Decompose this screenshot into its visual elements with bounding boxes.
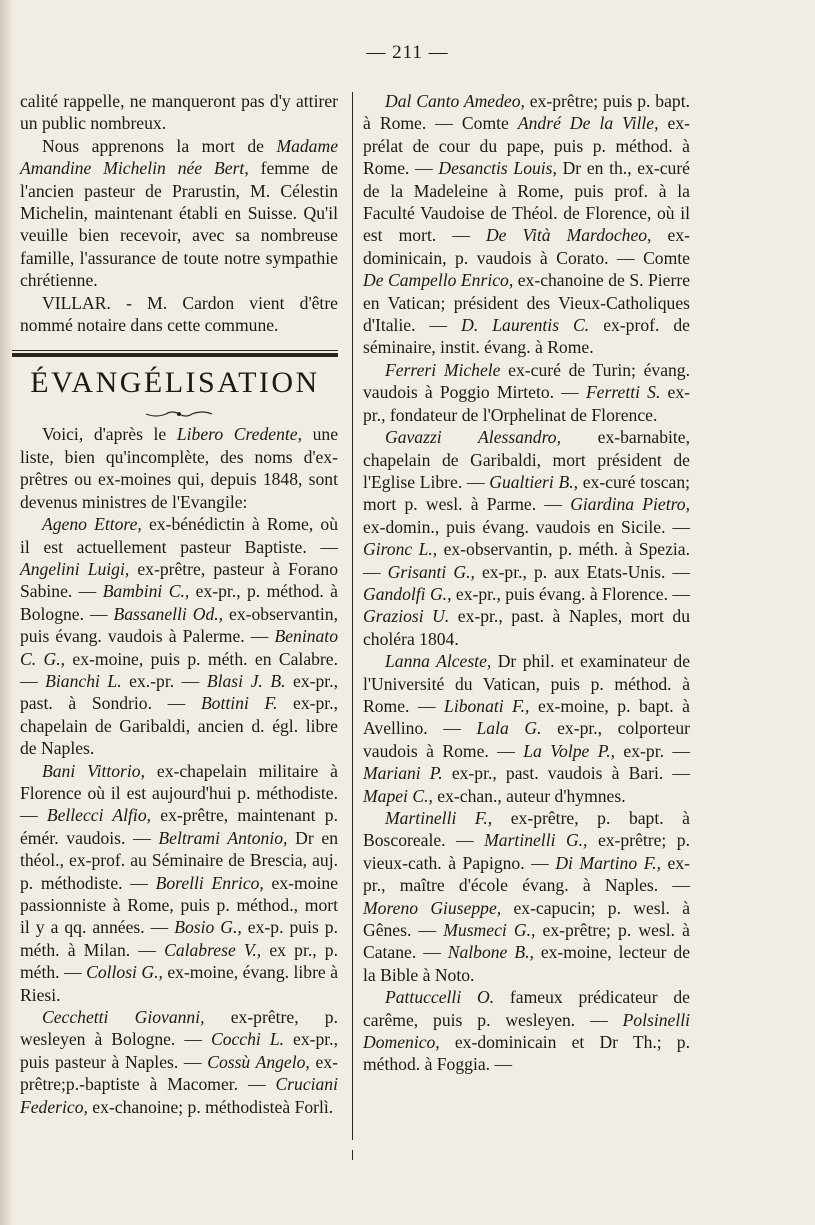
entry-paragraph — [20, 513, 338, 759]
paragraph-obituary — [20, 135, 338, 292]
name-italic: Angelini Luigi, — [20, 558, 130, 579]
name-italic: De Vità Mardocheo, — [485, 225, 652, 246]
text-run: ex-prélat de cour du pape, puis p. méthod. à Rome. — — [363, 113, 690, 179]
entry-paragraph — [363, 807, 690, 986]
text-run: ex-moine, p. bapt. à Avellino. — — [363, 695, 690, 739]
name-italic: Gandolfi G., — [363, 583, 452, 604]
text-run: ex-pr. — — [615, 740, 690, 761]
text-run: ex-prêtre; puis p. bapt. à Rome. — Comte — [363, 91, 690, 134]
text-run: ex-chanoine de S. Pierre en Vatican; président des Vieux-Catholiques d'Italie. — — [363, 270, 691, 336]
text-run: ex-prêtre;p.-baptiste à Macomer. — — [20, 1051, 338, 1095]
text-run: ex-dominicain, p. vaudois à Corato. — Comte — [363, 225, 690, 268]
text-run: ex-pr., p. méthod. à Bologne. — — [20, 581, 338, 624]
name-italic: Di Martino F., — [555, 852, 661, 873]
entry-paragraph — [363, 90, 690, 359]
section-title: ÉVANGÉLISATION — [30, 366, 320, 400]
name-italic: Cossù Angelo, — [207, 1051, 310, 1072]
left-column — [20, 90, 338, 1118]
text-run: ex-prof. de séminaire, instit. évang. à Rome. — [363, 315, 690, 358]
entry-paragraph — [363, 426, 690, 650]
text-run: ex.-pr. — — [121, 670, 207, 691]
text-run: fameux prédicateur de carême, puis p. wesleyen. — — [363, 987, 690, 1030]
name-italic: Polsinelli Domenico, — [363, 1009, 690, 1053]
text-run: ex-chapelain militaire à Florence où il est aujourd'hui p. méthodiste. — — [20, 760, 338, 826]
name-italic: Martinelli G., — [484, 830, 588, 851]
paragraph-villar: VILLAR. - M. Cardon vient d'être nommé notaire dans cette commune. — [20, 292, 338, 336]
name-italic: Gavazzi Alessandro, — [385, 427, 561, 448]
name-italic: Ferretti S. — [585, 382, 661, 403]
text-run: ex-chan., auteur d'hymnes. — [432, 785, 626, 806]
name-italic: Nalbone B., — [447, 942, 534, 963]
text-run: ex-pr., puis évang. à Florence. — — [451, 583, 690, 604]
text-run: ex-curé de Turin; évang. vaudois à Poggio Mirteto. — — [363, 359, 690, 403]
text-run: ex-observantin, puis évang. vaudois à Palerme. — — [20, 603, 338, 647]
name-italic: Bellecci Alfio, — [46, 805, 152, 826]
text-run: ex-prêtre, maintenant p. émér. vaudois. — — [20, 805, 338, 848]
name-italic: Ageno Ettore, — [42, 514, 142, 535]
name-italic: Grisanti G., — [387, 561, 475, 582]
text-run: ex-prêtre; p. vieux-cath. à Papigno. — — [363, 830, 691, 873]
text-run: ex-pr., fondateur de l'Orphelinat de Florence. — [363, 382, 690, 425]
name-italic: La Volpe P., — [523, 740, 616, 761]
text-run: ex-chanoine; p. méthodisteà Forlì. — [87, 1096, 334, 1117]
text-run: ex-prêtre, pasteur à Forano Sabine. — — [20, 558, 339, 602]
ornament-flourish-icon — [20, 403, 338, 417]
text-run: ex-pr., past. à Naples, mort du choléra 1804. — [363, 606, 690, 649]
text-run: femme de l'ancien pasteur de Prarustin, M. Célestin Michelin, maintenant établi en Suisse. Qu'il veuille bien recevoir, avec sa nombreuse famille, l'assurance de toute notre sympathie chrétienne. — [20, 158, 338, 291]
name-italic: Mariani P. — [363, 763, 443, 784]
entry-paragraph — [20, 1006, 338, 1118]
text-run: ex-prêtre; p. wesl. à Catane. — — [363, 920, 690, 963]
paragraph-intro — [20, 423, 338, 513]
name-italic: André De la Ville, — [517, 113, 659, 134]
name-italic: Cocchi L. — [210, 1029, 285, 1050]
name-italic: Musmeci G., — [443, 920, 536, 941]
page-edge-shadow — [0, 0, 14, 1225]
entry-paragraph — [363, 986, 690, 1076]
text-run: Dr en théol., ex-prof. au Séminaire de Brescia, auj. p. méthodiste. — — [20, 827, 339, 893]
text-run: ex-curé toscan; mort p. wesl. à Parme. — — [363, 471, 691, 515]
text-run: ex-barnabite, chapelain de Garibaldi, mort président de l'Eglise Libre. — — [363, 427, 690, 492]
text-run: ex-dominicain et Dr Th.; p. méthod. à Foggia. — — [363, 1032, 690, 1075]
text-run: Dr phil. et examinateur de l'Université du Vatican, puis p. méthod. à Rome. — — [363, 651, 690, 716]
section-divider — [12, 350, 338, 357]
name-italic: Bottini F. — [200, 693, 278, 714]
text-run: ex-moine, évang. libre à Riesi. — [20, 962, 339, 1005]
text-run: ex-prêtre, p. wesleyen à Bologne. — — [20, 1007, 338, 1050]
name-italic: Mapei C., — [363, 785, 433, 806]
text-run: ex-pr., colporteur vaudois à Rome. — — [363, 718, 690, 761]
text-run: Dr en th., ex-curé de la Madeleine à Rome, puis prof. à la Faculté Vaudoise de Théol. de Florence, où il est mort. — — [363, 158, 690, 246]
name-italic: Bianchi L. — [45, 670, 122, 691]
name-italic: Desanctis Louis, — [438, 158, 557, 179]
paragraph-continuation: calité rappelle, ne manqueront pas d'y attirer un public nombreux. — [20, 91, 338, 134]
text-run: ex-prêtre, p. bapt. à Boscoreale. — — [363, 808, 690, 851]
name-italic: Beninato C. G., — [20, 626, 338, 669]
name-italic: Libonati F., — [444, 695, 530, 716]
name-italic: Martinelli F., — [385, 808, 493, 828]
name-italic: Collosi G., — [86, 962, 163, 983]
text-run: Voici, d'après le — [42, 424, 177, 445]
name-italic: Cruciani Federico, — [20, 1074, 338, 1117]
name-italic: Dal Canto Amedeo, — [385, 91, 525, 111]
entry-paragraph — [363, 650, 690, 807]
name-italic: D. Laurentis C. — [461, 315, 590, 336]
right-column — [363, 90, 690, 1076]
column-rule — [352, 92, 353, 1140]
name-italic: Libero Credente, — [176, 424, 302, 445]
column-rule-tick — [352, 1150, 353, 1160]
entry-paragraph — [20, 760, 338, 1006]
text-run: ex-pr., maître d'école évang. à Naples. — — [363, 852, 690, 896]
name-italic: Lala G. — [476, 718, 542, 739]
text-run: ex-bénédictin à Rome, où il est actuellement pasteur Baptiste. — — [20, 514, 338, 557]
text-run: ex-pr., past. à Sondrio. — — [20, 670, 338, 714]
name-italic: Lanna Alceste, — [385, 651, 492, 672]
name-italic: Madame Amandine Michelin née Bert, — [20, 135, 338, 179]
page-number: — 211 — — [366, 42, 449, 63]
name-italic: Graziosi U. — [363, 606, 450, 627]
name-italic: Pattuccelli O. — [385, 987, 495, 1008]
entry-paragraph — [363, 359, 690, 426]
text-run: ex-moine, puis p. méth. en Calabre. — — [20, 648, 338, 691]
name-italic: Ferreri Michele — [385, 359, 501, 380]
name-italic: Bassanelli Od., — [113, 603, 224, 624]
text-run: ex-moine passionniste à Rome, puis p. méthod., mort il y a qq. années. — — [20, 872, 338, 938]
text-run: ex-domin., puis évang. vaudois en Sicile. — — [363, 516, 690, 537]
text-run: ex-capucin; p. wesl. à Gênes. — — [363, 897, 691, 941]
text-run: ex-p. puis p. méth. à Milan. — — [20, 917, 338, 960]
text-run: ex pr., p. méth. — — [20, 939, 338, 983]
text-run: Nous apprenons la mort de — [42, 135, 277, 156]
name-italic: De Campello Enrico, — [363, 270, 514, 291]
name-italic: Beltrami Antonio, — [158, 827, 288, 848]
name-italic: Gironc L., — [363, 539, 438, 560]
name-italic: Gualtieri B., — [489, 471, 579, 492]
name-italic: Blasi J. B. — [206, 670, 286, 691]
name-italic: Borelli Enrico, — [155, 872, 264, 893]
name-italic: Calabrese V., — [164, 939, 262, 960]
text-run: ex-pr., p. aux Etats-Unis. — — [474, 561, 690, 582]
name-italic: Bani Vittorio, — [42, 760, 145, 781]
text-run: ex-pr., past. vaudois à Bari. — — [442, 763, 690, 784]
name-italic: Giardina Pietro, — [570, 494, 690, 515]
name-italic: Bambini C., — [102, 581, 190, 602]
text-run: une liste, bien qu'incomplète, des noms d'ex-prêtres ou ex-moines qui, depuis 1848, sont devenus ministres de l'Evangile: — [20, 424, 339, 512]
name-italic: Bosio G., — [174, 917, 242, 938]
name-italic: Cecchetti Giovanni, — [42, 1007, 205, 1028]
text-run: ex-moine, lecteur de la Bible à Noto. — [363, 942, 691, 985]
name-italic: Moreno Giuseppe, — [363, 897, 502, 918]
text-run: ex-pr., chapelain de Garibaldi, ancien d. égl. libre de Naples. — [20, 693, 338, 759]
text-run: ex-pr., puis pasteur à Naples. — — [20, 1029, 338, 1072]
text-run: ex-observantin, p. méth. à Spezia. — — [363, 539, 690, 582]
